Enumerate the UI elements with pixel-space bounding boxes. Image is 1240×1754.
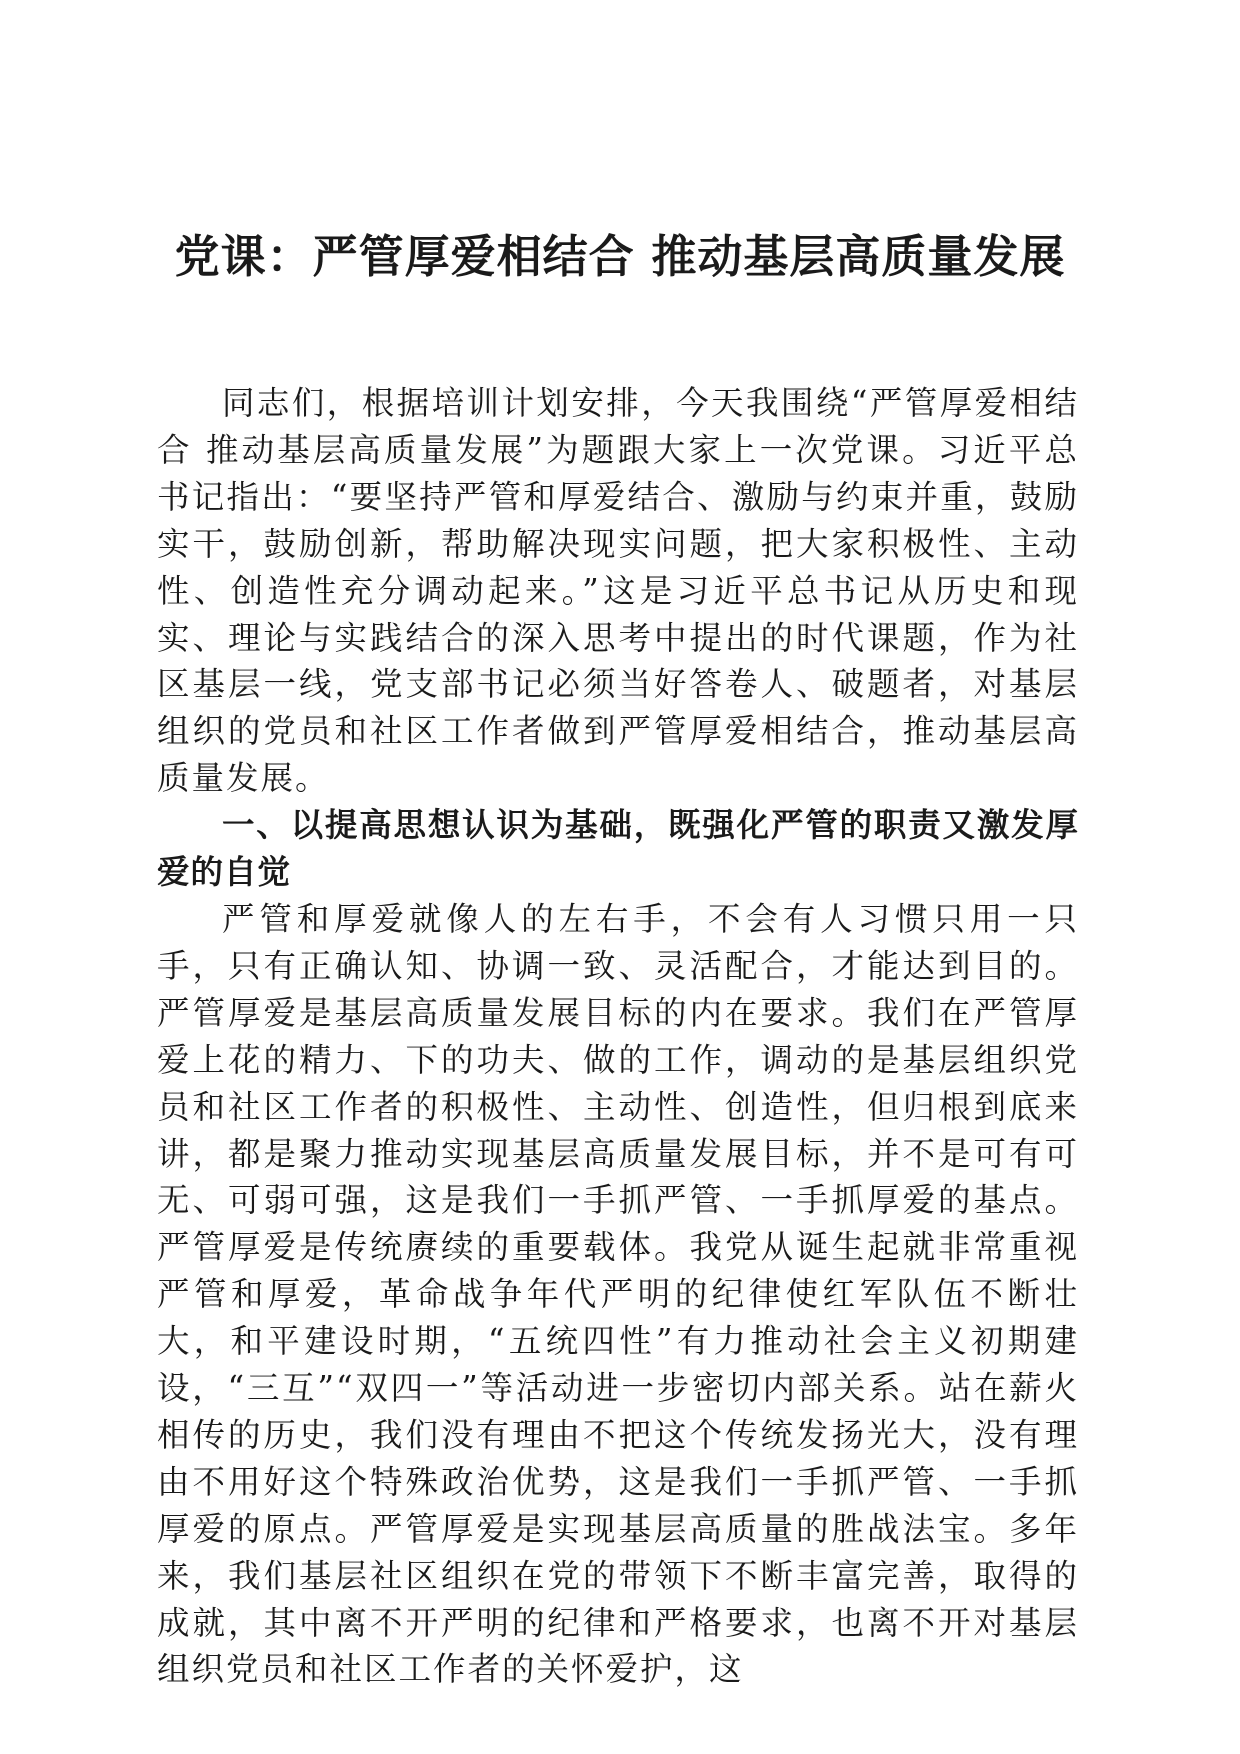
section-heading: 一、以提高思想认识为基础，既强化严管的职责又激发厚爱的自觉 (157, 806, 1079, 892)
intro-paragraph: 同志们，根据培训计划安排，今天我围绕“严管厚爱相结合 推动基层高质量发展”为题跟大家上一次党课。习近平总书记指出：“要坚持严管和厚爱结合、激励与约束并重，鼓励实干，鼓励创新，帮助解决现实问题，把大家积极性、主动性、创造性充分调动起来。”这是习近平总书记从历史和现实、理论与实践结合的深入思考中提出的时代课题，作为社区基层一线，党支部书记必须当好答卷人、破题者，对基层组织的党员和社区工作者做到严管厚爱相结合，推动基层高质量发展。 (157, 384, 1079, 798)
document-body (157, 380, 1079, 1693)
section-paragraph: 严管和厚爱就像人的左右手，不会有人习惯只用一只手，只有正确认知、协调一致、灵活配合，才能达到目的。严管厚爱是基层高质量发展目标的内在要求。我们在严管厚爱上花的精力、下的功夫、做的工作，调动的是基层组织党员和社区工作者的积极性、主动性、创造性，但归根到底来讲，都是聚力推动实现基层高质量发展目标，并不是可有可无、可弱可强，这是我们一手抓严管、一手抓厚爱的基点。严管厚爱是传统赓续的重要载体。我党从诞生起就非常重视严管和厚爱，革命战争年代严明的纪律使红军队伍不断壮大，和平建设时期，“五统四性”有力推动社会主义初期建设，“三互”“双四一”等活动进一步密切内部关系。站在薪火相传的历史，我们没有理由不把这个传统发扬光大，没有理由不用好这个特殊政治优势，这是我们一手抓严管、一手抓厚爱的原点。严管厚爱是实现基层高质量的胜战法宝。多年来，我们基层社区组织在党的带领下不断丰富完善，取得的成就，其中离不开严明的纪律和严格要求，也离不开对基层组织党员和社区工作者的关怀爱护，这 (157, 899, 1079, 1689)
document-title: 党课：严管厚爱相结合 推动基层高质量发展 (174, 230, 1066, 283)
